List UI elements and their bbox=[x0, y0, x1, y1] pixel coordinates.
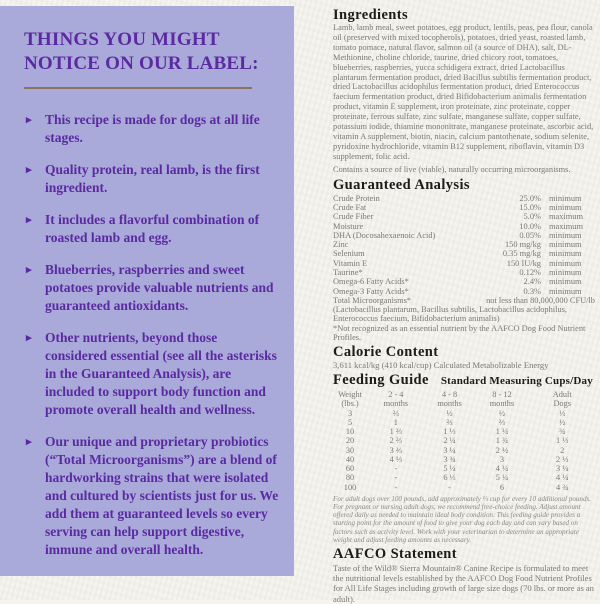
analysis-name: Taurine* bbox=[333, 268, 363, 278]
panel-divider bbox=[24, 87, 252, 89]
analysis-row bbox=[333, 249, 595, 258]
feeding-cell: 6 ⅓ bbox=[443, 473, 456, 483]
feeding-cell: 2 ⅓ bbox=[555, 454, 569, 464]
panel-title: THINGS YOU MIGHT NOTICE ON OUR LABEL: bbox=[24, 29, 259, 74]
aafco-heading: AAFCO Statement bbox=[333, 545, 457, 562]
feeding-row bbox=[333, 473, 595, 482]
feeding-cell: ½ bbox=[498, 408, 506, 418]
list-item bbox=[24, 211, 280, 247]
analysis-name: Selenium bbox=[333, 249, 365, 259]
analysis-row bbox=[333, 259, 595, 268]
analysis-row bbox=[333, 222, 595, 231]
analysis-row bbox=[333, 203, 595, 212]
feeding-cell: 4 ¼ bbox=[555, 473, 569, 483]
feeding-cell: 60 bbox=[345, 464, 355, 474]
analysis-row bbox=[333, 277, 595, 286]
analysis-value: 0.12% bbox=[519, 268, 541, 278]
microorganisms-note: Contains a source of live (viable), naturally occurring microorganisms. bbox=[333, 164, 571, 174]
feeding-column-header bbox=[425, 390, 475, 409]
microorganisms-species-list: (Lactobacillus plantarum, Bacillus subtilis, Lactobacillus acidophilus, Enterococcus faecium, Bifidobacterium animalis) bbox=[333, 305, 567, 324]
analysis-qualifier: minimum bbox=[549, 258, 582, 268]
analysis-value: 0.05% bbox=[519, 230, 541, 240]
aafco-body: Taste of the Wild® Sierra Mountain® Canine Recipe is formulated to meet the nutritional levels established by the AAFCO Dog Food Nutrient Profiles for All Life Stages including growth of large size dogs (70 lbs. or more as an adult). bbox=[333, 562, 594, 604]
feeding-cell: 1 ¾ bbox=[495, 436, 509, 446]
bullet-triangle-icon: ▸ bbox=[26, 213, 32, 226]
feeding-cell: 5 ¼ bbox=[495, 473, 509, 483]
analysis-qualifier: minimum bbox=[549, 240, 582, 250]
analysis-name: Vitamin E bbox=[333, 258, 368, 268]
feeding-cell: - bbox=[394, 464, 398, 474]
feeding-cell: 2 ⅔ bbox=[389, 436, 403, 446]
feeding-cell: 5 ¼ bbox=[443, 464, 456, 474]
feeding-cell: 1 ⅔ bbox=[389, 427, 403, 437]
bullet-list bbox=[24, 111, 280, 559]
feeding-cell: 40 bbox=[345, 454, 355, 464]
total-microorganisms-name: Total Microorganisms* bbox=[333, 295, 412, 305]
label-notes-panel bbox=[0, 6, 294, 576]
bullet-triangle-icon: ▸ bbox=[26, 113, 32, 126]
feeding-cell: 3 ¾ bbox=[443, 454, 456, 464]
analysis-row bbox=[333, 268, 595, 277]
bullet-triangle-icon: ▸ bbox=[26, 435, 32, 448]
feeding-cell: 1 ⅓ bbox=[443, 427, 456, 437]
analysis-value: 150 mg/kg bbox=[504, 240, 541, 250]
list-item bbox=[24, 329, 280, 419]
analysis-qualifier: minimum bbox=[549, 202, 582, 212]
feeding-guide-header-row bbox=[333, 390, 595, 409]
feeding-cell: ⅓ bbox=[559, 408, 566, 418]
feeding-column-header bbox=[333, 390, 367, 409]
feeding-cell: ½ bbox=[559, 418, 566, 428]
list-item bbox=[24, 433, 280, 559]
analysis-row bbox=[333, 287, 595, 296]
analysis-name: Crude Fat bbox=[333, 202, 367, 212]
analysis-name: Crude Fiber bbox=[333, 212, 374, 222]
analysis-name: Omega-3 Fatty Acids* bbox=[333, 286, 409, 296]
feeding-cell: ¾ bbox=[559, 427, 566, 437]
analysis-name: Omega-6 Fatty Acids* bbox=[333, 277, 409, 287]
list-item bbox=[24, 261, 280, 315]
feeding-guide-footnote: For adult dogs over 100 pounds, add approximately ⅓ cup for every 10 additional pounds. For pregnant or nursing adult dogs, we recommend free-choice feeding. Adjust amount offered daily as needed to maintain ideal body condition. This feeding guide provides a starting point for the amount of food to give your dog each day and can vary based on factors such as activity level. Work with your veterinarian to determine an appropriate weight and adjust feeding amounts as necessary. bbox=[333, 494, 592, 544]
feeding-cell: 1 bbox=[393, 418, 398, 428]
analysis-name: Crude Protein bbox=[333, 193, 380, 203]
feeding-column-header bbox=[367, 390, 425, 409]
feeding-cell: 4 ¼ bbox=[495, 464, 509, 474]
feeding-cell: 3 ¼ bbox=[555, 464, 569, 474]
bullet-text: Quality protein, real lamb, is the first ingredient. bbox=[45, 161, 260, 195]
ingredients-heading: Ingredients bbox=[333, 7, 409, 23]
feeding-cell: - bbox=[394, 482, 398, 492]
feeding-guide-heading-row bbox=[333, 373, 595, 388]
guaranteed-analysis-heading: Guaranteed Analysis bbox=[333, 176, 470, 193]
total-microorganisms-row bbox=[333, 296, 595, 305]
analysis-value: 10.0% bbox=[519, 221, 541, 231]
calorie-content-body: 3,611 kcal/kg (410 kcal/cup) Calculated Metabolizable Energy bbox=[333, 360, 549, 371]
feeding-column-header-line: 2 - 4 bbox=[388, 390, 404, 400]
feeding-column-header bbox=[529, 390, 595, 409]
feeding-guide-heading: Feeding Guide bbox=[333, 372, 429, 389]
analysis-qualifier: maximum bbox=[549, 212, 583, 222]
calorie-content-heading: Calorie Content bbox=[333, 344, 439, 361]
analysis-value: 0.35 mg/kg bbox=[502, 249, 541, 259]
feeding-cell: 3 bbox=[499, 454, 505, 464]
analysis-value: 0.3% bbox=[523, 286, 541, 296]
feeding-row bbox=[333, 427, 595, 436]
feeding-cell: 1 ¼ bbox=[495, 427, 509, 437]
feeding-column-header-line: Weight bbox=[338, 390, 362, 400]
feeding-column-header-line: Adult bbox=[552, 390, 572, 400]
feeding-cell: 5 bbox=[347, 418, 353, 428]
analysis-name: Zinc bbox=[333, 240, 349, 250]
analysis-value: 25.0% bbox=[519, 193, 541, 203]
feeding-guide-subheading: Standard Measuring Cups/Day bbox=[440, 375, 593, 388]
asterisk-footnote: *Not recognized as an essential nutrient by the AAFCO Dog Food Nutrient Profiles. bbox=[333, 323, 586, 342]
feeding-cell: 4 ¾ bbox=[555, 482, 569, 492]
analysis-qualifier: minimum bbox=[549, 286, 582, 296]
feeding-cell: - bbox=[394, 473, 398, 483]
bullet-text: This recipe is made for dogs at all life stages. bbox=[45, 111, 260, 145]
feeding-column-header-line: months bbox=[437, 399, 462, 409]
analysis-name: Moisture bbox=[333, 221, 364, 231]
feeding-row bbox=[333, 436, 595, 445]
feeding-guide-body bbox=[333, 409, 595, 492]
feeding-guide-table bbox=[333, 390, 595, 492]
feeding-row bbox=[333, 409, 595, 418]
feeding-cell: 2 ½ bbox=[495, 445, 509, 455]
total-microorganisms-value: not less than 80,000,000 CFU/lb bbox=[486, 295, 595, 305]
bullet-text: Our unique and proprietary probiotics (“Total Microorganisms”) are a blend of hardworking strains that were isolated and cultured by scientists just for us. We add them at guaranteed levels so every serving can help support digestive, immune and overall health. bbox=[45, 433, 279, 557]
analysis-qualifier: minimum bbox=[549, 277, 582, 287]
list-item bbox=[24, 111, 280, 147]
feeding-cell: ⅔ bbox=[498, 418, 506, 428]
analysis-row bbox=[333, 240, 595, 249]
feeding-column-header-line: months bbox=[383, 399, 409, 409]
analysis-qualifier: minimum bbox=[549, 249, 582, 259]
guaranteed-analysis-table bbox=[333, 194, 595, 296]
analysis-row bbox=[333, 231, 595, 240]
feeding-cell: 3 ⅔ bbox=[389, 445, 403, 455]
analysis-qualifier: minimum bbox=[549, 268, 582, 278]
analysis-value: 15.0% bbox=[519, 202, 541, 212]
feeding-cell: ⅔ bbox=[446, 418, 453, 428]
analysis-row bbox=[333, 212, 595, 221]
feeding-cell: ⅔ bbox=[392, 408, 399, 418]
feeding-column-header-line: Dogs bbox=[553, 399, 571, 409]
feeding-cell: 3 ¼ bbox=[443, 445, 456, 455]
feeding-cell: 80 bbox=[345, 473, 355, 483]
analysis-name: DHA (Docosahexaenoic Acid) bbox=[333, 230, 436, 240]
analysis-qualifier: minimum bbox=[549, 193, 582, 203]
feeding-cell: 10 bbox=[345, 427, 355, 437]
feeding-column-header bbox=[474, 390, 529, 409]
feeding-cell: 2 ¼ bbox=[443, 436, 456, 446]
feeding-cell: 100 bbox=[343, 482, 357, 492]
feeding-cell: 2 bbox=[560, 445, 565, 455]
feeding-column-header-line: 4 - 8 bbox=[441, 390, 458, 400]
bullet-text: Other nutrients, beyond those considered essential (see all the asterisks in the Guaranteed Analysis), are included to support body function and promote overall health and wellness. bbox=[45, 329, 277, 417]
analysis-value: 5.0% bbox=[523, 212, 541, 222]
feeding-row bbox=[333, 446, 595, 455]
feeding-column-header-line: months bbox=[489, 399, 515, 409]
feeding-cell: 1 ⅓ bbox=[555, 436, 569, 446]
label-text-column bbox=[333, 8, 595, 604]
feeding-column-header-line: (lbs.) bbox=[341, 399, 359, 409]
feeding-cell: 3 bbox=[347, 408, 353, 418]
analysis-value: 2.4% bbox=[523, 277, 541, 287]
bullet-triangle-icon: ▸ bbox=[26, 331, 32, 344]
feeding-cell: 6 bbox=[499, 482, 505, 492]
bullet-triangle-icon: ▸ bbox=[26, 163, 32, 176]
bullet-triangle-icon: ▸ bbox=[26, 263, 32, 276]
feeding-cell: 30 bbox=[345, 445, 355, 455]
analysis-qualifier: maximum bbox=[549, 221, 583, 231]
bullet-text: Blueberries, raspberries and sweet potatoes provide valuable nutrients and guaranteed antioxidants. bbox=[45, 261, 274, 313]
bullet-text: It includes a flavorful combination of roasted lamb and egg. bbox=[45, 211, 260, 245]
ingredients-body: Lamb, lamb meal, sweet potatoes, egg product, lentils, peas, pea flour, canola oil (preserved with mixed tocopherols), potatoes, dried yeast, roasted lamb, tomato pomace, natural flavor, salmon oil (a source of DHA), salt, DL-Methionine, choline chloride, taurine, dried chicory root, tomatoes, blueberries, raspberries, yucca schidigera extract, dried Lactobacillus plantarum fermentation product, dried Bacillus subtilis fermentation product, dried Lactobacillus acidophilus fermentation product, dried Enterococcus faecium fermentation product, dried Bifidobacterium animalis fermentation product, vitamin E supplement, iron proteinate, zinc proteinate, copper proteinate, ferrous sulfate, zinc sulfate, manganese sulfate, copper sulfate, potassium iodide, thiamine mononitrate, manganese proteinate, ascorbic acid, vitamin A supplement, biotin, niacin, calcium pantothenate, sodium selenite, pyridoxine hydrochloride, vitamin B12 supplement, riboflavin, vitamin D3 supplement, folic acid. bbox=[333, 23, 594, 161]
feeding-column-header-line: 8 - 12 bbox=[492, 390, 512, 400]
list-item bbox=[24, 161, 280, 197]
analysis-row bbox=[333, 194, 595, 203]
analysis-value: 150 IU/kg bbox=[506, 258, 541, 268]
feeding-cell: 20 bbox=[345, 436, 355, 446]
feeding-row bbox=[333, 418, 595, 427]
feeding-row bbox=[333, 483, 595, 492]
feeding-row bbox=[333, 464, 595, 473]
feeding-cell: - bbox=[448, 482, 451, 492]
feeding-row bbox=[333, 455, 595, 464]
feeding-cell: 4 ⅓ bbox=[389, 454, 403, 464]
analysis-qualifier: minimum bbox=[549, 230, 582, 240]
feeding-cell: ½ bbox=[446, 408, 453, 418]
